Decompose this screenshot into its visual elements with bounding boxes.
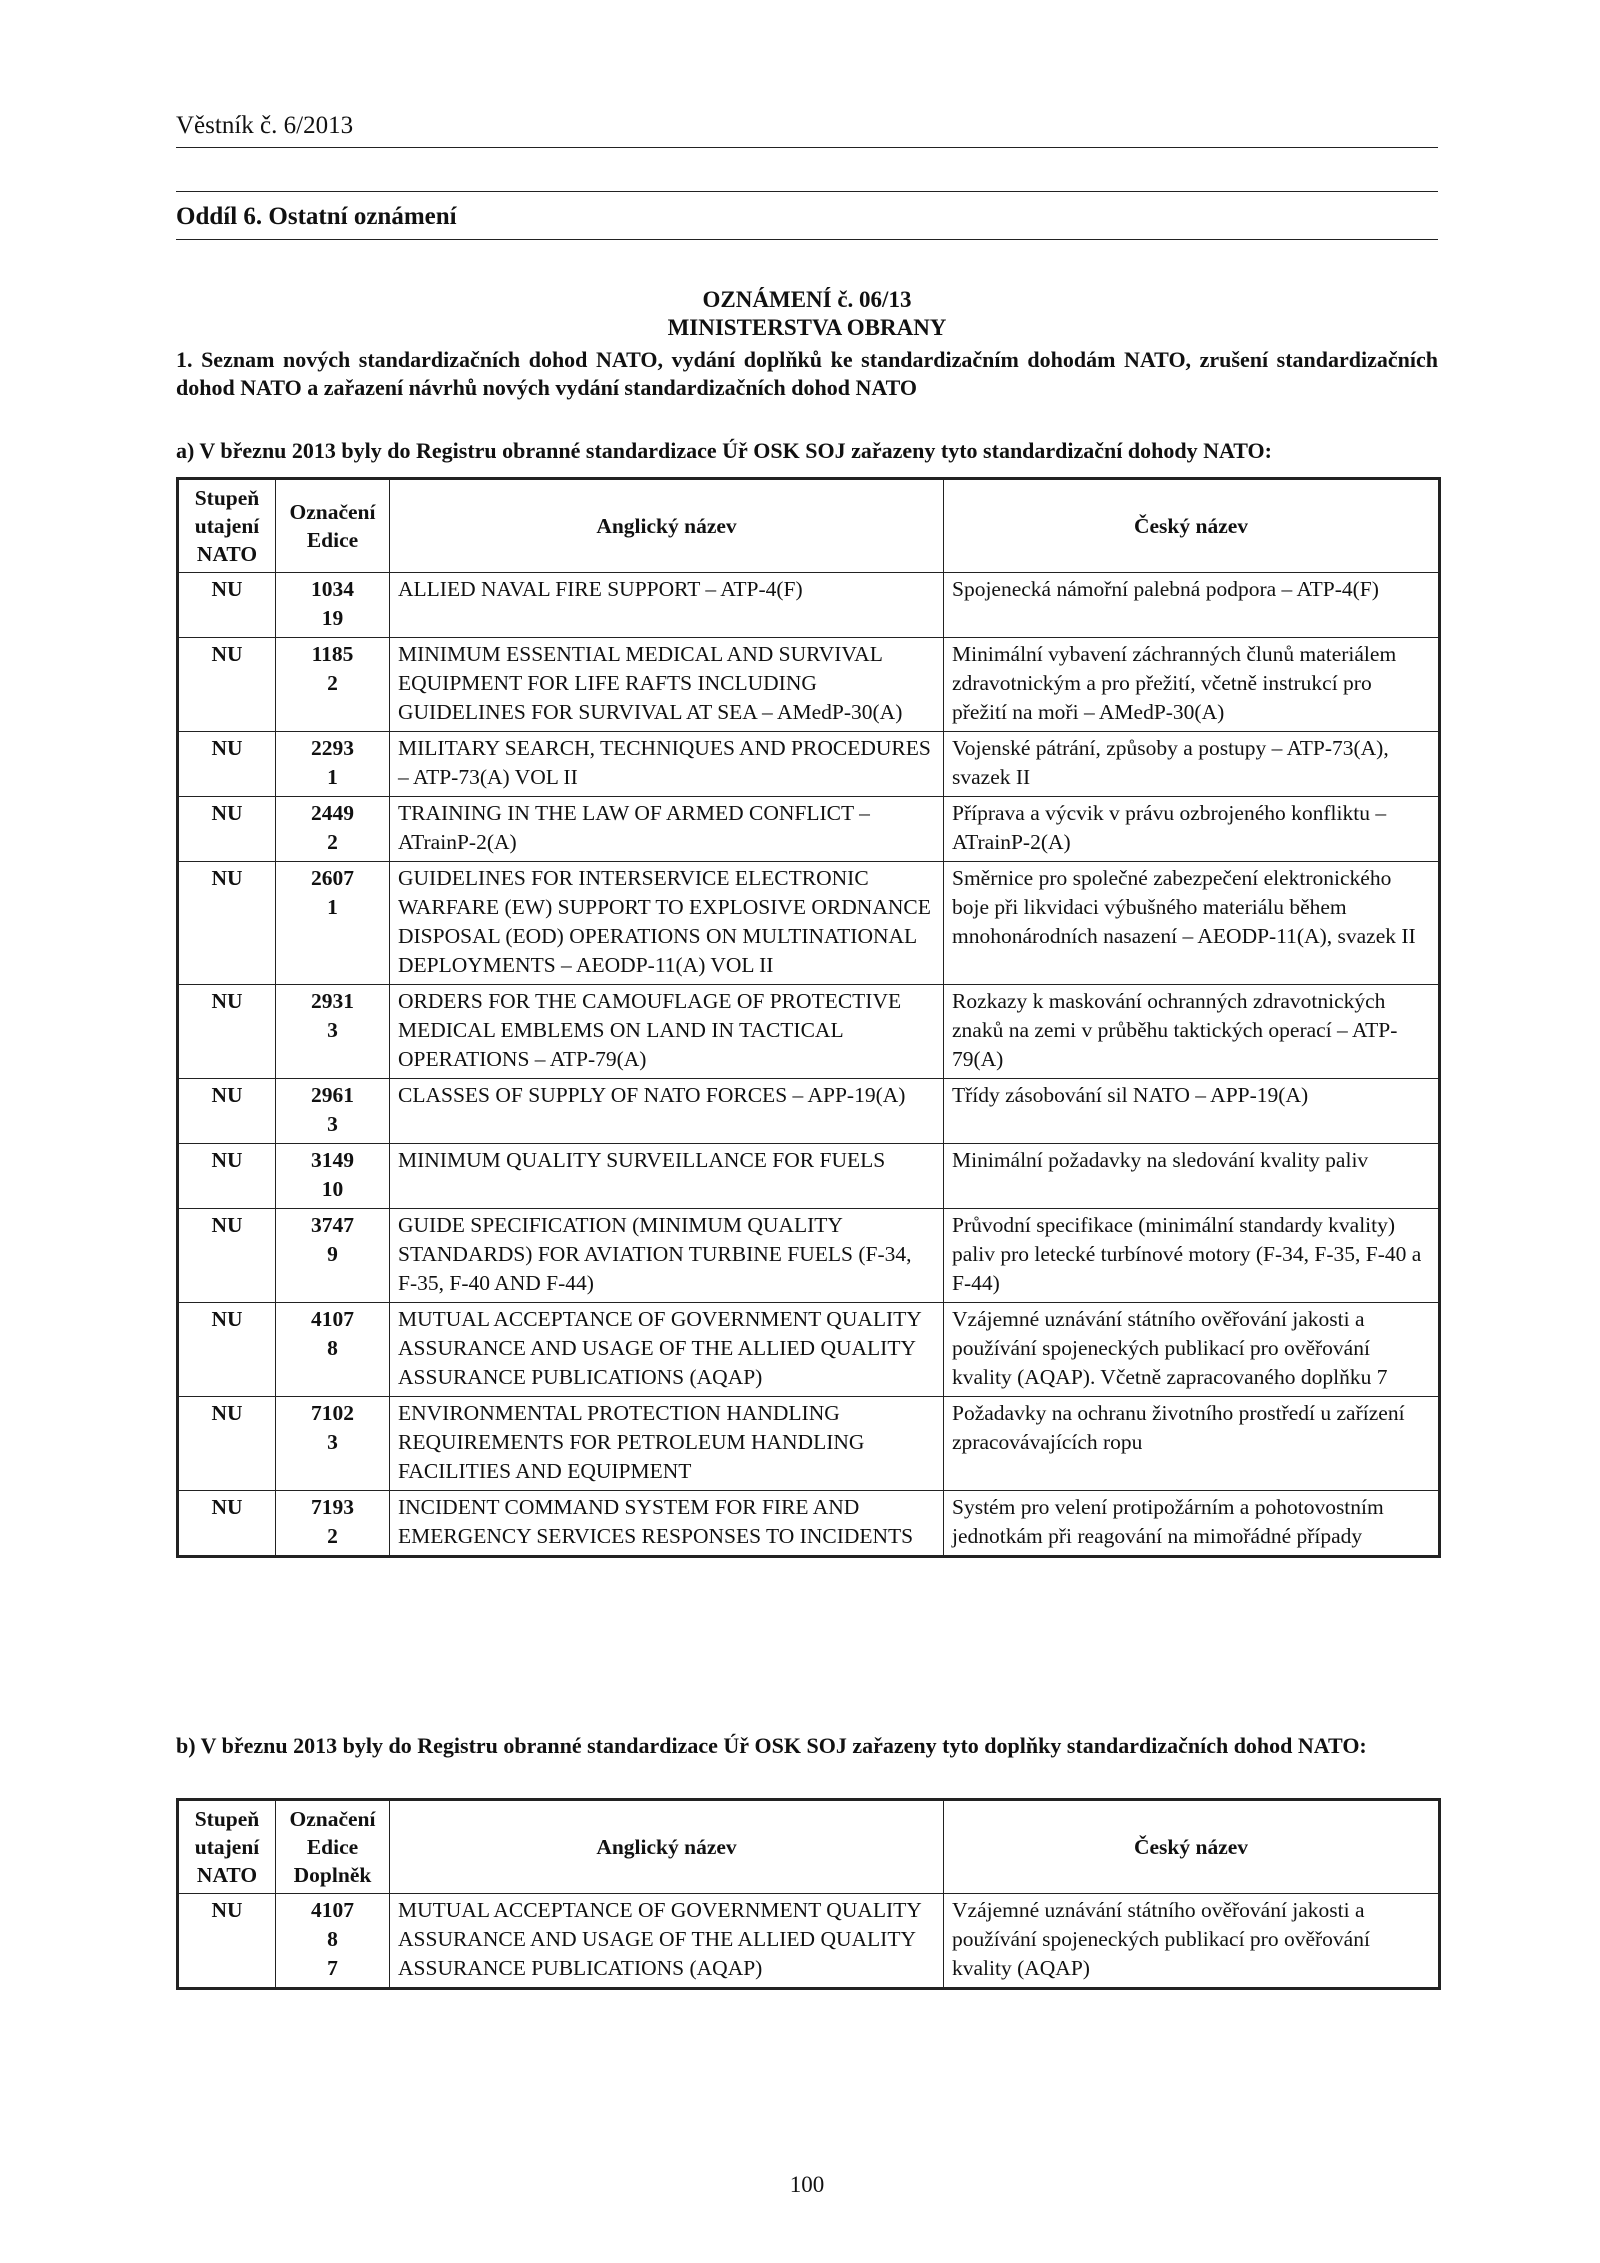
czech-title: Příprava a výcvik v právu ozbrojeného konfliktu – ATrainP-2(A) <box>944 797 1440 862</box>
stanag-number: 2607 <box>311 866 354 890</box>
edition-number: 3 <box>327 1430 338 1454</box>
supplement-number: 7 <box>327 1956 338 1980</box>
czech-title: Minimální požadavky na sledování kvality paliv <box>944 1144 1440 1209</box>
table-row <box>178 985 1440 1079</box>
table-row <box>178 638 1440 732</box>
czech-title: Průvodní specifikace (minimální standardy kvality) paliv pro letecké turbínové motory (F-34, F-35, F-40 a F-44) <box>944 1209 1440 1303</box>
classification-level: NU <box>178 862 276 985</box>
designation-edition <box>276 638 390 732</box>
edition-number: 1 <box>327 895 338 919</box>
designation-edition <box>276 1144 390 1209</box>
classification-level: NU <box>178 1209 276 1303</box>
intro-paragraph: 1. Seznam nových standardizačních dohod NATO, vydání doplňků ke standardizačním dohodám NATO, zrušení standardizačních dohod NATO a zařazení návrhů nových vydání standardizačních dohod NATO <box>176 347 1438 400</box>
classification-level: NU <box>178 638 276 732</box>
czech-title: Minimální vybavení záchranných člunů materiálem zdravotnickým a pro přežití, včetně instrukcí pro přežití na moři – AMedP-30(A) <box>944 638 1440 732</box>
designation-edition <box>276 985 390 1079</box>
stanag-number: 2931 <box>311 989 354 1013</box>
stanag-number: 1185 <box>311 642 354 666</box>
announcement-title-line2: MINISTERSTVA OBRANY <box>667 315 947 340</box>
table-row <box>178 732 1440 797</box>
english-title: ENVIRONMENTAL PROTECTION HANDLING REQUIREMENTS FOR PETROLEUM HANDLING FACILITIES AND EQUIPMENT <box>390 1397 944 1491</box>
classification-level: NU <box>178 1079 276 1144</box>
czech-title: Třídy zásobování sil NATO – APP-19(A) <box>944 1079 1440 1144</box>
edition-number: 9 <box>327 1242 338 1266</box>
classification-level: NU <box>178 1491 276 1557</box>
czech-title: Vzájemné uznávání státního ověřování jakosti a používání spojeneckých publikací pro ověřování kvality (AQAP). Včetně zapracovaného doplňku 7 <box>944 1303 1440 1397</box>
edition-number: 8 <box>327 1336 338 1360</box>
journal-header: Věstník č. 6/2013 <box>176 112 354 139</box>
english-title: MINIMUM QUALITY SURVEILLANCE FOR FUELS <box>390 1144 944 1209</box>
edition-number: 3 <box>327 1018 338 1042</box>
stanag-number: 2449 <box>311 801 354 825</box>
english-title: MINIMUM ESSENTIAL MEDICAL AND SURVIVAL EQUIPMENT FOR LIFE RAFTS INCLUDING GUIDELINES FOR SURVIVAL AT SEA – AMedP-30(A) <box>390 638 944 732</box>
announcement-title <box>176 286 1438 342</box>
designation-edition <box>276 1209 390 1303</box>
stanag-number: 1034 <box>311 577 354 601</box>
stanag-number: 4107 <box>311 1307 354 1331</box>
stanag-number: 7102 <box>311 1401 354 1425</box>
classification-level: NU <box>178 797 276 862</box>
stanag-number: 4107 <box>311 1898 354 1922</box>
english-title: MUTUAL ACCEPTANCE OF GOVERNMENT QUALITY ASSURANCE AND USAGE OF THE ALLIED QUALITY ASSURANCE PUBLICATIONS (AQAP) <box>390 1894 944 1989</box>
designation-edition <box>276 732 390 797</box>
section-title: Oddíl 6. Ostatní oznámení <box>176 203 457 230</box>
table-row <box>178 1894 1440 1989</box>
section-rule-top <box>176 191 1438 192</box>
english-title: GUIDE SPECIFICATION (MINIMUM QUALITY STANDARDS) FOR AVIATION TURBINE FUELS (F-34, F-35, F-40 AND F-44) <box>390 1209 944 1303</box>
table-row <box>178 1491 1440 1557</box>
classification-level: NU <box>178 1144 276 1209</box>
czech-title: Požadavky na ochranu životního prostředí u zařízení zpracovávajících ropu <box>944 1397 1440 1491</box>
classification-level: NU <box>178 1894 276 1989</box>
classification-level: NU <box>178 1303 276 1397</box>
czech-title: Směrnice pro společné zabezpečení elektronického boje při likvidaci výbušného materiálu během mnohonárodních nasazení – AEODP-11(A), svazek II <box>944 862 1440 985</box>
table-row <box>178 1079 1440 1144</box>
classification-level: NU <box>178 732 276 797</box>
designation-edition <box>276 1397 390 1491</box>
designation-edition <box>276 862 390 985</box>
edition-number: 2 <box>327 830 338 854</box>
edition-number: 3 <box>327 1112 338 1136</box>
designation-edition <box>276 573 390 638</box>
page-number: 100 <box>789 2172 825 2197</box>
table-row <box>178 1397 1440 1491</box>
column-header-czech: Český název <box>944 1800 1440 1894</box>
designation-edition <box>276 1491 390 1557</box>
table-header-row <box>178 479 1440 573</box>
english-title: GUIDELINES FOR INTERSERVICE ELECTRONIC WARFARE (EW) SUPPORT TO EXPLOSIVE ORDNANCE DISPOSAL (EOD) OPERATIONS ON MULTINATIONAL DEPLOYMENTS – AEODP-11(A) VOL II <box>390 862 944 985</box>
designation-edition <box>276 1303 390 1397</box>
announcement-title-line1: OZNÁMENÍ č. 06/13 <box>702 287 912 312</box>
english-title: TRAINING IN THE LAW OF ARMED CONFLICT – ATrainP-2(A) <box>390 797 944 862</box>
standards-table-a <box>176 477 1441 1558</box>
english-title: MUTUAL ACCEPTANCE OF GOVERNMENT QUALITY ASSURANCE AND USAGE OF THE ALLIED QUALITY ASSURANCE PUBLICATIONS (AQAP) <box>390 1303 944 1397</box>
designation-edition-supplement <box>276 1894 390 1989</box>
czech-title: Vojenské pátrání, způsoby a postupy – ATP-73(A), svazek II <box>944 732 1440 797</box>
column-header-designation: Označení Edice Doplněk <box>276 1800 390 1894</box>
column-header-english: Anglický název <box>390 479 944 573</box>
table-row <box>178 573 1440 638</box>
czech-title: Spojenecká námořní palebná podpora – ATP-4(F) <box>944 573 1440 638</box>
standards-table-b <box>176 1798 1441 1990</box>
column-header-level: Stupeň utajení NATO <box>178 479 276 573</box>
edition-number: 1 <box>327 765 338 789</box>
english-title: MILITARY SEARCH, TECHNIQUES AND PROCEDURES – ATP-73(A) VOL II <box>390 732 944 797</box>
part-b-heading: b) V březnu 2013 byly do Registru obranné standardizace Úř OSK SOJ zařazeny tyto doplňky standardizačních dohod NATO: <box>176 1733 1367 1758</box>
english-title: CLASSES OF SUPPLY OF NATO FORCES – APP-19(A) <box>390 1079 944 1144</box>
table-row <box>178 797 1440 862</box>
edition-number: 2 <box>327 1524 338 1548</box>
header-rule <box>176 147 1438 148</box>
column-header-czech: Český název <box>944 479 1440 573</box>
czech-title: Vzájemné uznávání státního ověřování jakosti a používání spojeneckých publikací pro ověřování kvality (AQAP) <box>944 1894 1440 1989</box>
stanag-number: 3149 <box>311 1148 354 1172</box>
column-header-english: Anglický název <box>390 1800 944 1894</box>
edition-number: 8 <box>327 1927 338 1951</box>
classification-level: NU <box>178 1397 276 1491</box>
table-row <box>178 1303 1440 1397</box>
designation-edition <box>276 797 390 862</box>
stanag-number: 3747 <box>311 1213 354 1237</box>
english-title: ORDERS FOR THE CAMOUFLAGE OF PROTECTIVE MEDICAL EMBLEMS ON LAND IN TACTICAL OPERATIONS – ATP-79(A) <box>390 985 944 1079</box>
part-a-heading: a) V březnu 2013 byly do Registru obranné standardizace Úř OSK SOJ zařazeny tyto standardizační dohody NATO: <box>176 438 1272 463</box>
stanag-number: 2961 <box>311 1083 354 1107</box>
english-title: INCIDENT COMMAND SYSTEM FOR FIRE AND EMERGENCY SERVICES RESPONSES TO INCIDENTS <box>390 1491 944 1557</box>
czech-title: Rozkazy k maskování ochranných zdravotnických znaků na zemi v průběhu taktických operací – ATP-79(A) <box>944 985 1440 1079</box>
classification-level: NU <box>178 573 276 638</box>
column-header-designation: Označení Edice <box>276 479 390 573</box>
stanag-number: 2293 <box>311 736 354 760</box>
english-title: ALLIED NAVAL FIRE SUPPORT – ATP-4(F) <box>390 573 944 638</box>
table-row <box>178 862 1440 985</box>
table-row <box>178 1144 1440 1209</box>
section-rule-bottom <box>176 239 1438 240</box>
edition-number: 19 <box>321 606 344 630</box>
stanag-number: 7193 <box>311 1495 354 1519</box>
designation-edition <box>276 1079 390 1144</box>
column-header-level: Stupeň utajení NATO <box>178 1800 276 1894</box>
table-header-row <box>178 1800 1440 1894</box>
edition-number: 10 <box>321 1177 344 1201</box>
edition-number: 2 <box>327 671 338 695</box>
table-row <box>178 1209 1440 1303</box>
classification-level: NU <box>178 985 276 1079</box>
czech-title: Systém pro velení protipožárním a pohotovostním jednotkám při reagování na mimořádné případy <box>944 1491 1440 1557</box>
